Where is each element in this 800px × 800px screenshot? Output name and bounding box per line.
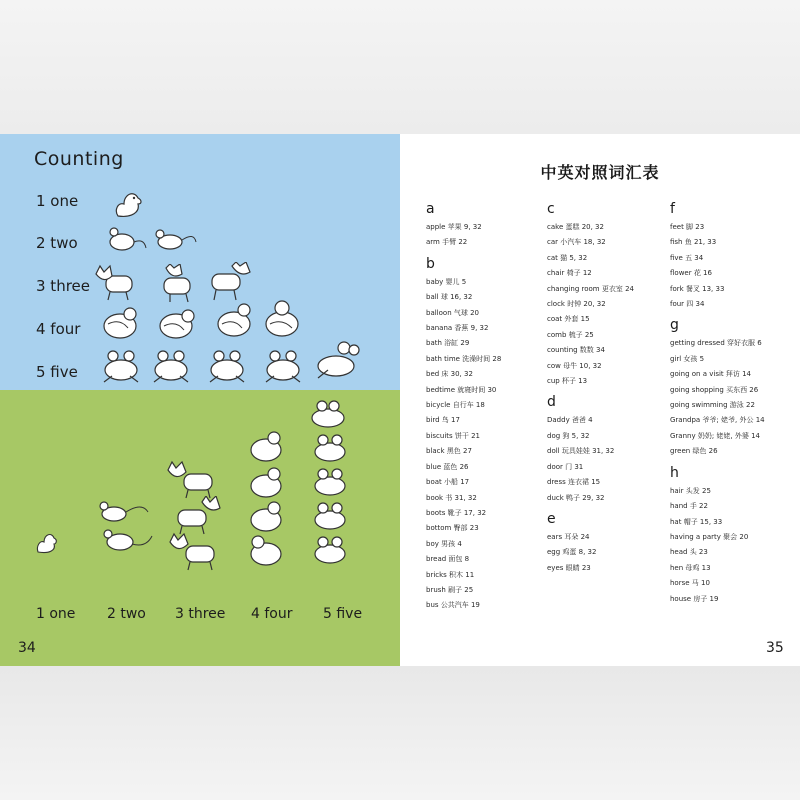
glossary-entry: bricks 积木 11 [426,570,475,579]
glossary-entry: getting dressed 穿好衣服 6 [670,339,762,348]
glossary-entry: green 绿色 26 [670,447,718,456]
page-number: 35 [766,640,784,656]
glossary-entry: boat 小船 17 [426,478,470,487]
bottom-count-label-5: 5 five [323,606,363,622]
glossary-entry: brush 刷子 25 [426,585,474,594]
glossary-entry: duck 鸭子 29, 32 [547,493,605,502]
glossary-entry: blue 蓝色 26 [426,462,469,471]
glossary-column-3 [670,202,788,613]
glossary-column-1 [426,202,544,620]
glossary-entry: bath 浴缸 29 [426,339,470,348]
glossary-entry: fish 鱼 21, 33 [670,238,717,247]
glossary-entry: cat 猫 5, 32 [547,253,588,262]
glossary-title: 中英对照词汇表 [540,163,660,182]
cat-icon [166,460,222,500]
section-letter: h [670,464,679,481]
count-label-1: 1 one [36,192,79,210]
frog-icon [310,430,350,464]
cat-icon [206,262,256,302]
cat-icon [168,532,224,572]
glossary-entry: counting 数数 34 [547,346,605,355]
glossary-entry: Grandpa 爷爷; 姥爷, 外公 14 [670,416,765,425]
glossary-section [547,202,665,389]
glossary-entry: bread 面包 8 [426,555,470,564]
section-letter: c [547,201,555,217]
count-label-3: 3 three [36,277,90,295]
glossary-entry: chair 椅子 12 [547,269,592,278]
bottom-margin [0,666,800,800]
count-label-5: 5 five [36,363,78,381]
glossary-entry: car 小汽车 18, 32 [547,238,606,247]
glossary-section [547,395,665,505]
duck-icon [34,526,60,556]
glossary-entry: going swimming 游泳 22 [670,401,755,410]
frog-icon [206,346,248,386]
glossary-section [670,202,788,312]
frog-icon [310,532,350,568]
glossary-section [426,257,544,614]
glossary-entry: having a party 聚会 20 [670,532,749,541]
glossary-entry: doll 玩具娃娃 31, 32 [547,447,615,456]
glossary-entry: cake 蛋糕 20, 32 [547,223,604,231]
glossary-section [670,318,788,459]
bottom-count-label-1: 1 one [36,606,76,622]
glossary-entry: going shopping 买东西 26 [670,385,759,394]
glossary-entry: bath time 洗澡时间 28 [426,354,502,363]
glossary-entry: four 四 34 [670,300,705,309]
glossary-entry: door 门 31 [547,462,584,471]
section-letter: a [426,201,435,217]
glossary-entry: hair 头发 25 [670,486,711,495]
mouse-icon [92,496,150,528]
glossary-entry: bottom 臀部 23 [426,524,479,533]
frog-icon [310,498,350,532]
glossary-entry: dog 狗 5, 32 [547,431,590,440]
glossary-entry: egg 鸡蛋 8, 32 [547,548,597,557]
glossary-entry: cup 杯子 13 [547,377,588,386]
frog-icon [306,396,352,432]
bottom-count-label-3: 3 three [175,606,226,622]
glossary-entry: baby 婴儿 5 [426,277,467,286]
glossary-column-2 [547,202,665,582]
count-label-4: 4 four [36,320,81,338]
glossary-entry: cow 母牛 10, 32 [547,361,602,370]
mouse-icon [98,526,154,558]
frog-icon [262,344,304,386]
glossary-entry: girl 女孩 5 [670,354,705,363]
mouse-icon [150,224,198,256]
glossary-entry: arm 手臂 22 [426,238,468,247]
glossary-entry: biscuits 饼干 21 [426,431,481,440]
hen-icon [246,532,286,570]
glossary-entry: apple 苹果 9, 32 [426,223,482,231]
frog-icon [314,334,362,382]
hen-icon [246,498,286,536]
glossary-entry: boots 靴子 17, 32 [426,508,487,517]
hen-icon [214,300,256,340]
glossary-entry: head 头 23 [670,548,708,557]
glossary-entry: coat 外套 15 [547,315,590,324]
section-letter: d [547,394,556,411]
glossary-entry: boy 男孩 4 [426,539,462,548]
count-label-2: 2 two [36,234,78,252]
mouse-icon [104,224,148,256]
glossary-section [547,512,665,576]
glossary-entry: bus 公共汽车 19 [426,601,480,610]
bottom-count-label-2: 2 two [107,606,146,622]
glossary-section [426,202,544,251]
glossary-entry: five 五 34 [670,253,704,262]
glossary-entry: changing room 更衣室 24 [547,284,634,293]
glossary-entry: black 黑色 27 [426,447,472,456]
glossary-entry: book 书 31, 32 [426,493,477,502]
glossary-entry: clock 时钟 20, 32 [547,300,606,309]
glossary-entry: bed 床 30, 32 [426,370,473,379]
duck-icon [110,186,146,222]
glossary-entry: bedtime 就寝时间 30 [426,385,497,394]
glossary-section [670,466,788,607]
glossary-entry: Granny 奶奶; 姥姥, 外婆 14 [670,431,760,440]
glossary-entry: Daddy 爸爸 4 [547,416,593,425]
bottom-count-label-4: 4 four [251,606,293,622]
glossary-entry: bicycle 自行车 18 [426,401,485,410]
right-page [400,134,800,666]
glossary-entry: comb 梳子 25 [547,330,594,339]
hen-icon [262,298,302,340]
section-letter: e [547,510,556,527]
glossary-entry: hand 手 22 [670,502,708,511]
frog-icon [310,464,350,498]
hen-icon [246,428,286,466]
cat-icon [92,264,140,302]
glossary-entry: hen 母鸡 13 [670,563,711,572]
glossary-entry: bird 鸟 17 [426,416,460,425]
top-margin [0,0,800,134]
glossary-entry: flower 花 16 [670,269,712,278]
glossary-entry: balloon 气球 20 [426,308,479,317]
section-letter: g [670,317,679,334]
frog-icon [100,346,142,386]
glossary-entry: going on a visit 拜访 14 [670,370,752,379]
frog-icon [150,346,192,386]
hen-icon [100,304,142,342]
hen-icon [156,304,198,342]
cat-icon [170,496,226,536]
glossary-entry: hat 帽子 15, 33 [670,517,723,526]
glossary-entry: dress 连衣裙 15 [547,478,601,487]
section-letter: b [426,255,435,272]
glossary-entry: horse 马 10 [670,579,710,588]
glossary-entry: feet 脚 23 [670,223,705,231]
page-number: 34 [18,640,36,656]
cat-icon [156,264,202,304]
glossary-entry: eyes 眼睛 23 [547,563,591,572]
glossary-entry: banana 香蕉 9, 32 [426,324,489,333]
hen-icon [246,464,286,502]
glossary-entry: house 房子 19 [670,594,719,603]
glossary-entry: ball 球 16, 32 [426,293,473,302]
page-title: Counting [34,148,124,170]
left-page [0,134,400,666]
glossary-entry: fork 餐叉 13, 33 [670,284,725,293]
glossary-entry: ears 耳朵 24 [547,532,590,541]
section-letter: f [670,201,675,217]
